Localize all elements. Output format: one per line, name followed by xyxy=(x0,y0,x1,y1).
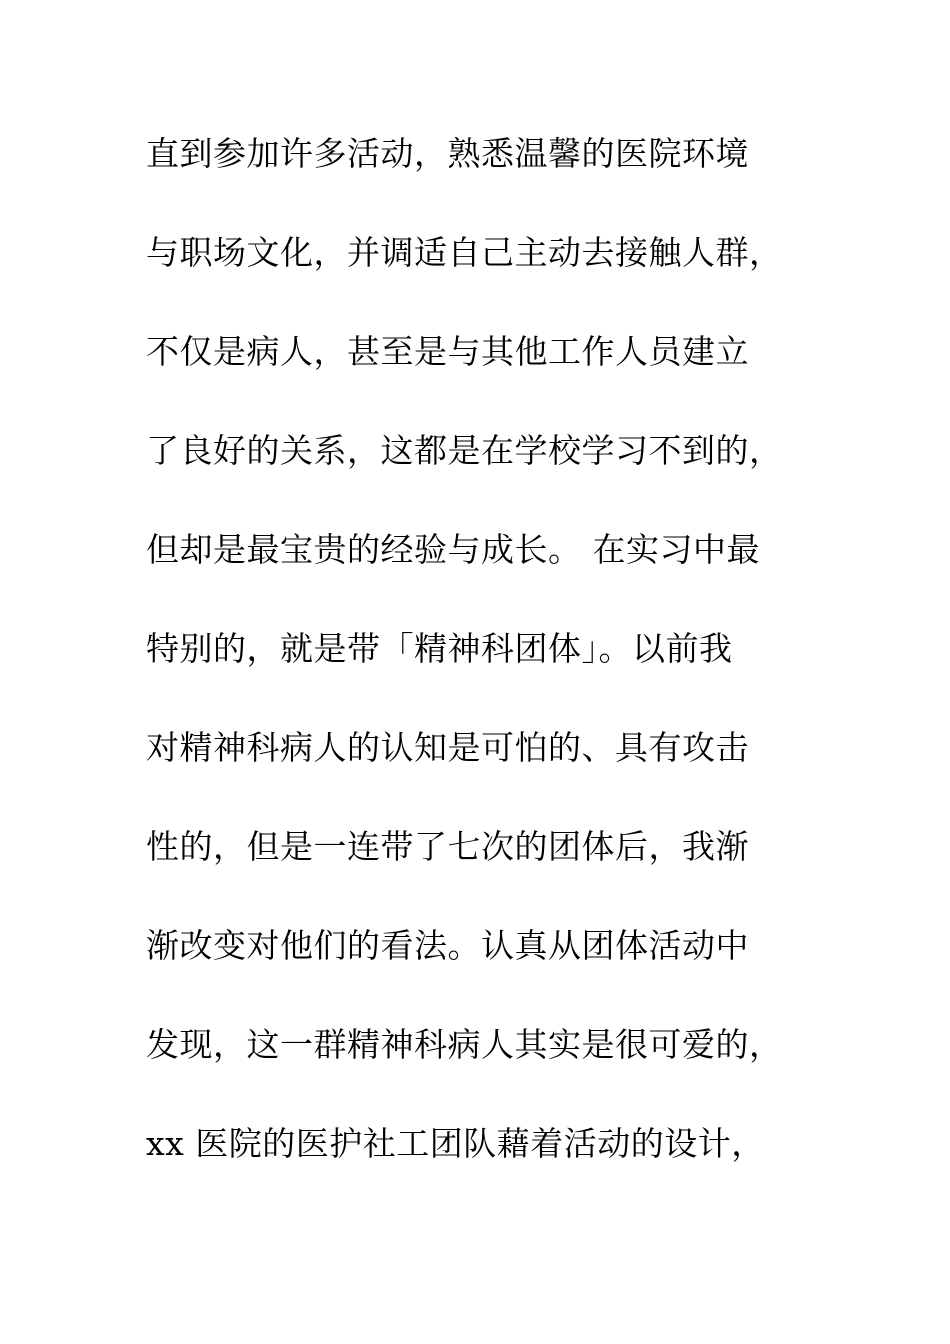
text-line-9: 渐改变对他们的看法。认真从团体活动中 xyxy=(146,926,749,965)
text-line-11: xx 医院的医护社工团队藉着活动的设计， xyxy=(146,1124,765,1163)
text-line-6: 特别的，就是带「精神科团体」。以前我 xyxy=(146,629,733,668)
text-line-3: 不仅是病人，甚至是与其他工作人员建立 xyxy=(146,332,749,371)
text-line-7: 对精神科病人的认知是可怕的、具有攻击 xyxy=(146,728,749,767)
body-text xyxy=(146,124,806,1213)
text-line-5: 但却是最宝贵的经验与成长。 在实习中最 xyxy=(146,530,760,569)
text-line-10: 发现，这一群精神科病人其实是很可爱的， xyxy=(146,1025,783,1064)
text-line-2: 与职场文化，并调适自己主动去接触人群， xyxy=(146,233,783,272)
text-line-1: 直到参加许多活动，熟悉温馨的医院环境 xyxy=(146,134,749,173)
text-line-4: 了良好的关系，这都是在学校学习不到的， xyxy=(146,431,783,470)
text-line-8: 性的，但是一连带了七次的团体后，我渐 xyxy=(146,827,749,866)
